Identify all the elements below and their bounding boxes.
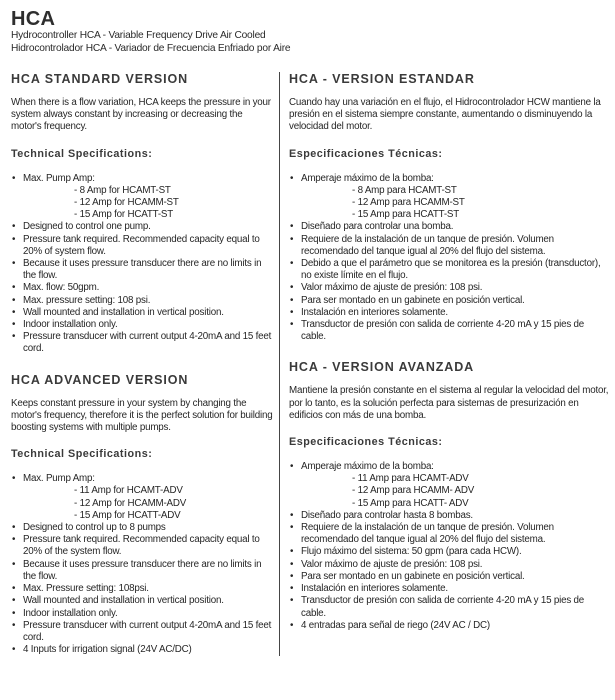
specs-heading: Technical Specifications: [11,147,153,160]
spec-subitem: - 12 Amp for HCAMM-ADV [74,497,187,509]
spec-bullet: • 4 Inputs for irrigation signal (24V AC/DC) [11,644,273,656]
spec-bullet: • Diseñado para controlar una bomba. [289,221,609,233]
spec-subitem: - 8 Amp para HCAMT-ST [352,184,457,196]
spec-bullet: • Diseñado para controlar hasta 8 bombas. [289,510,609,522]
section-standard-es [289,72,609,343]
document-header [0,0,615,55]
spec-bullet: • Transductor de presión con salida de corriente 4-20 mA y 15 pies de cable. [289,595,609,619]
section-heading: HCA - VERSION AVANZADA [289,360,475,375]
spec-subitem: - 11 Amp for HCAMT-ADV [74,485,183,497]
spec-bullet: • Max. Pump Amp: [11,173,273,185]
spec-bullet: • Max. Pump Amp: [11,473,273,485]
spec-bullet: • Debido a que el parámetro que se monitorea es la presión (transductor), no existe límite en el flujo. [289,258,609,282]
spec-bullet: • Requiere de la instalación de un tanque de presión. Volumen recomendado del tanque igual al 20% del flujo del sistema. [289,522,609,546]
spec-bullet: • Indoor installation only. [11,319,273,331]
section-heading: HCA STANDARD VERSION [11,72,189,86]
spec-bullet: • Pressure transducer with current output 4-20mA and 15 feet cord. [11,620,273,644]
spec-subitem: - 8 Amp for HCAMT-ST [74,184,171,196]
spec-subitem: - 15 Amp for HCATT-ADV [74,509,181,521]
spec-bullet: • Instalación en interiores solamente. [289,583,609,595]
spec-bullet: • Wall mounted and installation in vertical position. [11,307,273,319]
spec-bullet: • Max. flow: 50gpm. [11,282,273,294]
section-intro: Mantiene la presión constante en el sistema al regular la velocidad del motor, por lo tanto, es la solución perfecta para sistemas de presurización en edificios con más de una bomba. [289,385,609,421]
section-standard-en [11,72,273,356]
spec-bullet: • Designed to control up to 8 pumps [11,522,273,534]
section-heading: HCA - VERSION ESTANDAR [289,72,475,86]
subtitle-spanish: Hidrocontrolador HCA - Variador de Frecuencia Enfriado por Aire [11,42,291,54]
spec-bullet: • Max. Pressure setting: 108psi. [11,583,273,595]
spec-subitem: - 11 Amp para HCAMT-ADV [352,473,469,485]
spec-bullet: • Amperaje máximo de la bomba: [289,461,609,473]
spec-bullet: • Designed to control one pump. [11,221,273,233]
spec-bullet: • Wall mounted and installation in vertical position. [11,595,273,607]
spec-bullet: • Para ser montado en un gabinete en posición vertical. [289,571,609,583]
section-advanced-en [11,373,273,657]
spec-bullet: • Indoor installation only. [11,608,273,620]
column-english [11,72,279,656]
specs-heading: Especificaciones Técnicas: [289,436,443,449]
section-intro: When there is a flow variation, HCA keeps the pressure in your system always constant by increasing or decreasing the motor's frequency. [11,97,271,133]
specs-heading: Technical Specifications: [11,448,153,461]
spec-bullet: • Para ser montado en un gabinete en posición vertical. [289,295,609,307]
spec-subitem: - 12 Amp para HCAMM-ST [352,197,465,209]
spec-subitem: - 12 Amp for HCAMM-ST [74,197,179,209]
section-advanced-es [289,360,609,631]
spec-bullet: • Valor máximo de ajuste de presión: 108 psi. [289,559,609,571]
subtitle-english: Hydrocontroller HCA - Variable Frequency Drive Air Cooled [11,30,266,41]
spec-subitem: - 15 Amp para HCATT-ST [352,209,460,221]
spec-bullet: • 4 entradas para señal de riego (24V AC / DC) [289,620,609,632]
spec-bullet: • Amperaje máximo de la bomba: [289,173,609,185]
spec-subitem: - 12 Amp para HCAMM- ADV [352,485,475,497]
spec-list [289,173,609,344]
spec-subitem: - 15 Amp para HCATT- ADV [352,497,469,509]
spec-bullet: • Pressure tank required. Recommended capacity equal to 20% of system flow. [11,234,273,258]
spec-bullet: • Pressure transducer with current output 4-20mA and 15 feet cord. [11,331,273,355]
spec-bullet: • Because it uses pressure transducer there are no limits in the flow. [11,559,273,583]
spec-bullet: • Valor máximo de ajuste de presión: 108 psi. [289,282,609,294]
spec-bullet: • Transductor de presión con salida de corriente 4-20 mA y 15 pies de cable. [289,319,609,343]
column-spanish [279,72,609,656]
spec-bullet: • Max. pressure setting: 108 psi. [11,295,273,307]
spec-bullet: • Flujo máximo del sistema: 50 gpm (para cada HCW). [289,546,609,558]
spec-bullet: • Pressure tank required. Recommended capacity equal to 20% of the system flow. [11,534,273,558]
two-column-body [0,72,615,656]
spec-list [289,461,609,632]
page-title: HCA [11,8,56,30]
specs-heading: Especificaciones Técnicas: [289,147,443,160]
section-heading: HCA ADVANCED VERSION [11,372,189,387]
spec-list [11,473,273,656]
section-intro: Cuando hay una variación en el flujo, el Hidrocontrolador HCW mantiene la presión en el sistema siempre constante, aumentando o disminuyendo la velocidad del motor. [289,97,601,133]
spec-subitem: - 15 Amp for HCATT-ST [74,209,174,221]
spec-bullet: • Requiere de la instalación de un tanque de presión. Volumen recomendado del tanque igual al 20% del flujo del sistema. [289,234,609,258]
spec-bullet: • Because it uses pressure transducer there are no limits in the flow. [11,258,273,282]
spec-list [11,173,273,356]
section-intro: Keeps constant pressure in your system by changing the motor's frequency, therefore it is the perfect solution for building boosting systems with multiple pumps. [11,397,273,434]
spec-bullet: • Instalación en interiores solamente. [289,307,609,319]
